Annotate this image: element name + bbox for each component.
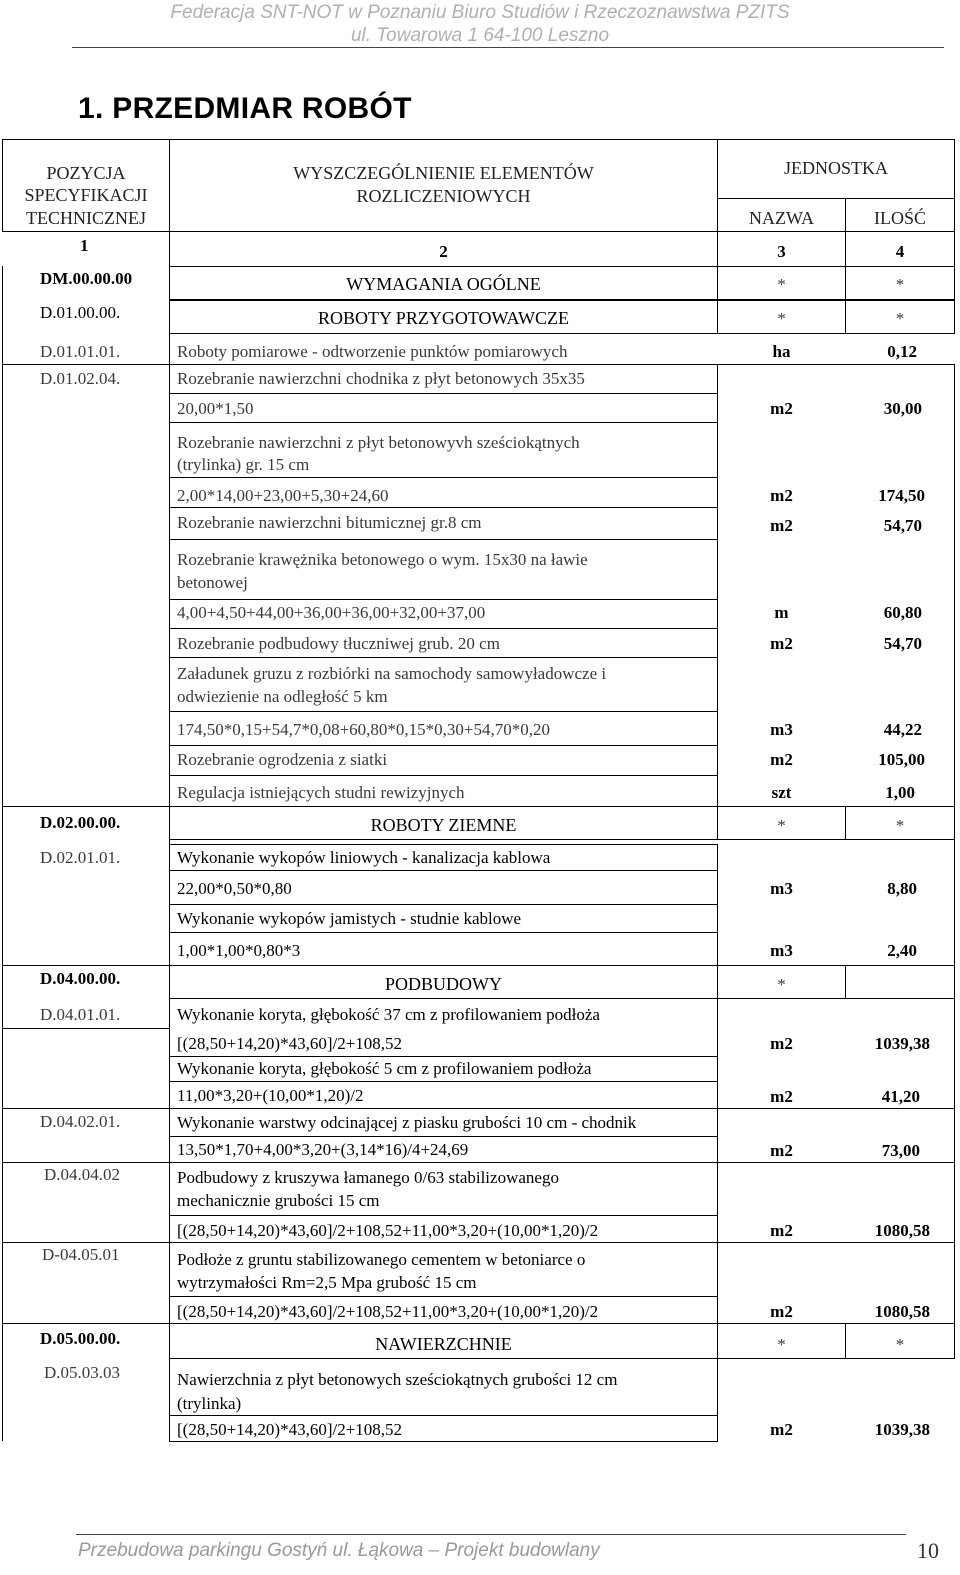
row-divider: [2, 1028, 169, 1029]
table-left-border: [2, 266, 3, 1441]
item-unit: m2: [770, 750, 793, 769]
item-description: Roboty pomiarowe - odtworzenie punktów pomiarowych: [177, 342, 568, 361]
item-formula: 20,00*1,50: [177, 399, 254, 418]
header-col1-line3: TECHNICZNEJ: [26, 208, 146, 228]
section-qty: *: [895, 309, 905, 328]
item-unit: m: [774, 603, 789, 622]
item-qty: 1039,38: [874, 1420, 930, 1439]
header-organization: Federacja SNT-NOT w Poznaniu Biuro Studiów i Rzeczoznawstwa PZITS: [170, 2, 790, 23]
table-right-border: [954, 999, 955, 1324]
item-description-cont: mechanicznie grubości 15 cm: [177, 1191, 380, 1210]
item-description: Rozebranie podbudowy tłuczniwej grub. 20 cm: [177, 634, 500, 653]
item-formula: 4,00+4,50+44,00+36,00+36,00+32,00+37,00: [177, 603, 486, 622]
item-description: Wykonanie wykopów liniowych - kanalizacja kablowa: [177, 848, 551, 867]
header-address: ul. Towarowa 1 64-100 Leszno: [350, 25, 610, 46]
item-description: Rozebranie nawierzchni z płyt betonowyvh sześciokątnych: [177, 433, 580, 452]
header-col1-line1: POZYCJA: [46, 163, 126, 183]
item-unit: m2: [770, 1034, 793, 1053]
item-code: D.01.01.01.: [40, 342, 121, 361]
item-description: Regulacja istniejących studni rewizyjnych: [177, 783, 465, 802]
header-col2-line1: WYSZCZEGÓLNIENIE ELEMENTÓW: [293, 163, 594, 183]
item-code: D-04.05.01: [42, 1245, 120, 1264]
footer-divider: [76, 1534, 906, 1535]
item-code: D.04.04.02: [44, 1165, 121, 1184]
section-unit: *: [777, 1335, 786, 1354]
item-qty: 1,00: [885, 783, 915, 802]
item-description: Rozebranie krawężnika betonowego o wym. 15x30 na ławie: [177, 550, 588, 569]
item-qty: 1080,58: [874, 1302, 930, 1321]
row-divider: [169, 1136, 718, 1137]
item-unit: m3: [770, 941, 793, 960]
section-code: DM.00.00.00: [40, 269, 133, 288]
item-formula: [(28,50+14,20)*43,60]/2+108,52+11,00*3,20+(10,00*1,20)/2: [177, 1221, 599, 1240]
section-title: ROBOTY PRZYGOTOWAWCZE: [317, 308, 570, 328]
item-description: Wykonanie warstwy odcinającej z piasku grubości 10 cm - chodnik: [177, 1113, 637, 1132]
numrow-label-2: 2: [439, 242, 448, 261]
item-code: D.01.02.04.: [40, 369, 121, 388]
item-formula: 13,50*1,70+4,00*3,20+(3,14*16)/4+24,69: [177, 1140, 469, 1159]
section-title: PODBUDOWY: [385, 974, 502, 994]
header-col2-line2: ROZLICZENIOWYCH: [356, 186, 531, 206]
item-qty: 41,20: [881, 1087, 920, 1106]
item-description: Nawierzchnia z płyt betonowych sześciokątnych grubości 12 cm: [177, 1370, 618, 1389]
item-description: Podłoże z gruntu stabilizowanego cementem w betoniarce o: [177, 1250, 586, 1269]
header-col1-line2: SPECYFIKACJI: [24, 185, 148, 205]
item-qty: 105,00: [878, 750, 925, 769]
section-code: D.02.00.00.: [40, 813, 121, 832]
item-formula: 1,00*1,00*0,80*3: [177, 941, 301, 960]
page-number: 10: [917, 1538, 939, 1563]
item-description: Rozebranie nawierzchni bitumicznej gr.8 cm: [177, 513, 482, 532]
item-code: D.04.02.01.: [40, 1112, 121, 1131]
item-unit: m3: [770, 879, 793, 898]
item-formula: [(28,50+14,20)*43,60]/2+108,52: [177, 1420, 403, 1439]
row-divider: [2, 1108, 955, 1109]
item-code: D.02.01.01.: [40, 848, 121, 867]
footer-project-title: Przebudowa parkingu Gostyń ul. Łąkowa – Projekt budowlany: [78, 1540, 600, 1561]
item-description-cont: (trylinka) gr. 15 cm: [177, 455, 310, 474]
section-title: WYMAGANIA OGÓLNE: [346, 274, 541, 294]
section-code: D.05.00.00.: [40, 1329, 121, 1348]
item-qty: 0,12: [887, 342, 917, 361]
item-formula: 2,00*14,00+23,00+5,30+24,60: [177, 486, 389, 505]
item-qty: 1080,58: [874, 1221, 930, 1240]
item-unit: m2: [770, 1221, 793, 1240]
item-qty: 2,40: [887, 941, 917, 960]
item-description: Rozebranie nawierzchni chodnika z płyt betonowych 35x35: [177, 369, 585, 388]
item-description: Wykonanie wykopów jamistych - studnie kablowe: [177, 909, 522, 928]
item-unit: m3: [770, 720, 793, 739]
header-unit-qty: ILOŚĆ: [873, 208, 926, 228]
item-description-cont: (trylinka): [177, 1394, 242, 1413]
page-title: 1. PRZEDMIAR ROBÓT: [78, 92, 412, 125]
item-unit: m2: [770, 399, 793, 418]
item-unit: m2: [770, 1087, 793, 1106]
item-unit: m2: [770, 486, 793, 505]
section-unit: *: [777, 309, 786, 328]
item-unit: m2: [770, 634, 793, 653]
item-unit: m2: [770, 1420, 793, 1439]
section-d04-qty-cell: [845, 965, 955, 999]
item-description: Podbudowy z kruszywa łamanego 0/63 stabilizowanego: [177, 1168, 559, 1187]
section-qty: *: [895, 275, 905, 294]
item-qty: 73,00: [881, 1141, 920, 1160]
section-title: ROBOTY ZIEMNE: [370, 815, 517, 835]
row-divider: [2, 1162, 955, 1163]
item-unit: m2: [770, 1141, 793, 1160]
unit-column-divider: [717, 999, 718, 1324]
numrow-label-1: 1: [80, 236, 89, 255]
item-qty: 44,22: [883, 720, 922, 739]
item-description-cont: betonowej: [177, 573, 248, 592]
item-qty: 8,80: [887, 879, 917, 898]
section-qty: *: [895, 1335, 905, 1354]
row-divider: [2, 1242, 955, 1243]
numrow-label-4: 4: [895, 242, 905, 261]
section-unit: *: [777, 816, 786, 835]
item-qty: 54,70: [883, 634, 922, 653]
item-qty: 174,50: [878, 486, 925, 505]
table-right-border: [954, 364, 955, 807]
item-qty: 54,70: [883, 516, 922, 535]
row-divider: [169, 1441, 718, 1442]
item-formula: [(28,50+14,20)*43,60]/2+108,52: [177, 1034, 403, 1053]
item-description: Rozebranie ogrodzenia z siatki: [177, 750, 388, 769]
header-unit-name: NAZWA: [749, 208, 814, 228]
section-unit: *: [777, 275, 786, 294]
item-qty: 30,00: [883, 399, 922, 418]
item-description: Załadunek gruzu z rozbiórki na samochody samowyładowcze i: [177, 664, 607, 683]
item-qty: 1039,38: [874, 1034, 930, 1053]
row-divider: [169, 1215, 718, 1216]
row-divider: [169, 1081, 718, 1082]
item-formula: [(28,50+14,20)*43,60]/2+108,52+11,00*3,20+(10,00*1,20)/2: [177, 1302, 599, 1321]
section-code: D.04.00.00.: [40, 969, 121, 988]
item-unit: m2: [770, 1302, 793, 1321]
section-unit: *: [777, 975, 786, 994]
row-divider: [169, 1296, 718, 1297]
numrow-label-3: 3: [777, 242, 786, 261]
item-code: D.04.01.01.: [40, 1005, 121, 1024]
section-title: NAWIERZCHNIE: [375, 1334, 512, 1354]
item-description-cont: odwiezienie na odległość 5 km: [177, 687, 388, 706]
item-formula: 22,00*0,50*0,80: [177, 879, 292, 898]
item-unit: szt: [771, 783, 792, 802]
item-description: Wykonanie koryta, głębokość 5 cm z profilowaniem podłoża: [177, 1059, 592, 1078]
row-divider: [169, 1415, 718, 1416]
item-qty: 60,80: [883, 603, 922, 622]
section-qty: *: [895, 816, 905, 835]
item-code: D.05.03.03: [44, 1363, 121, 1382]
item-formula: 174,50*0,15+54,7*0,08+60,80*0,15*0,30+54,70*0,20: [177, 720, 551, 739]
section-code: D.01.00.00.: [40, 303, 121, 322]
item-unit: m2: [770, 516, 793, 535]
table-right-border: [954, 840, 955, 966]
item-description: Wykonanie koryta, głębokość 37 cm z profilowaniem podłoża: [177, 1005, 600, 1024]
item-description-cont: wytrzymałości Rm=2,5 Mpa grubość 15 cm: [177, 1273, 477, 1292]
unit-column-divider: [717, 1359, 718, 1441]
header-unit-group: JEDNOSTKA: [783, 158, 888, 178]
item-formula: 11,00*3,20+(10,00*1,20)/2: [177, 1086, 364, 1105]
item-unit: ha: [772, 342, 791, 361]
